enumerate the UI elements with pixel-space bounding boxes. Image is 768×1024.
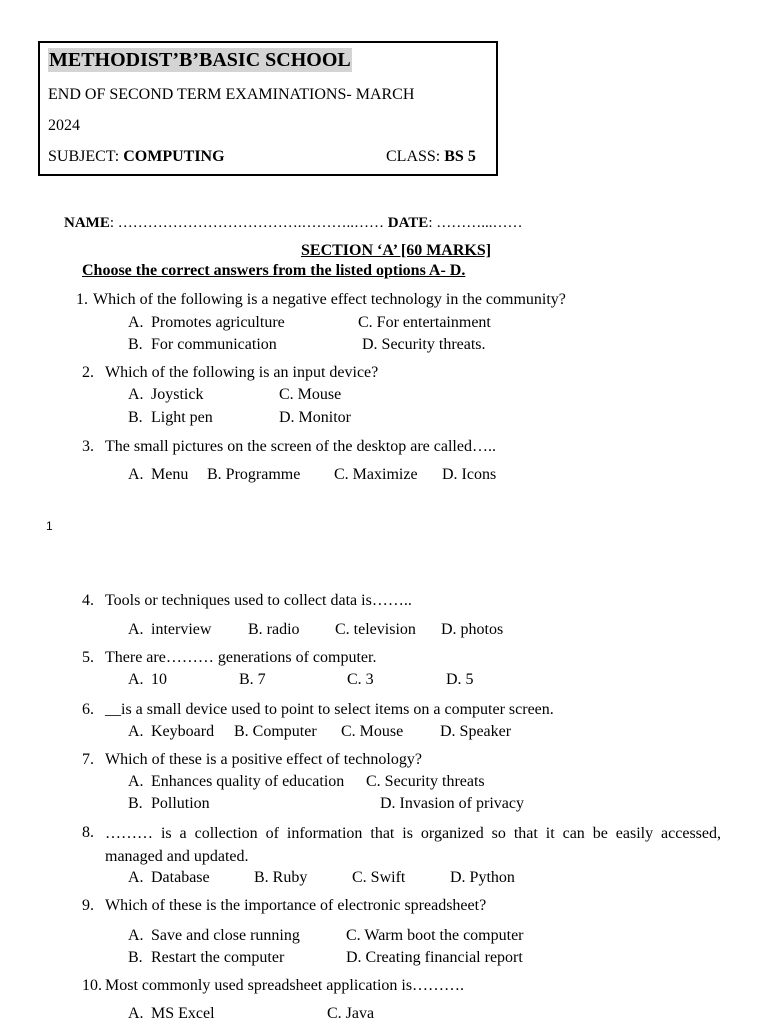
question-number: 2. <box>82 364 94 381</box>
option-letter: A. <box>128 723 144 740</box>
option-text: D. Icons <box>442 466 497 483</box>
name-label: NAME <box>64 215 110 231</box>
option-text: Enhances quality of education <box>151 773 345 790</box>
date-label: DATE <box>387 215 429 231</box>
option-text: Database <box>151 869 210 886</box>
option-text: Joystick <box>151 386 204 403</box>
question-number: 10. <box>82 977 102 994</box>
option-text: D. 5 <box>446 671 474 688</box>
option-letter: A. <box>128 1005 144 1022</box>
question-number: 1. <box>76 291 88 308</box>
option-text: D. photos <box>441 621 504 638</box>
option-letter: A. <box>128 466 144 483</box>
option-text: C. television <box>335 621 416 638</box>
question-text: There are……… generations of computer. <box>105 649 377 666</box>
question-number: 5. <box>82 649 94 666</box>
option-letter: A. <box>128 671 144 688</box>
question-number: 8. <box>82 824 94 841</box>
question-text: The small pictures on the screen of the desktop are called….. <box>105 438 496 455</box>
page-number: 1 <box>46 519 53 533</box>
option-text: B. radio <box>248 621 300 638</box>
option-letter: B. <box>128 336 143 353</box>
option-text: Restart the computer <box>151 949 285 966</box>
option-text: Pollution <box>151 795 210 812</box>
question-number: 6. <box>82 701 94 718</box>
option-text: C. Java <box>327 1005 375 1022</box>
option-letter: A. <box>128 773 144 790</box>
option-letter: A. <box>128 869 144 886</box>
option-text: For communication <box>151 336 277 353</box>
option-letter: A. <box>128 314 144 331</box>
school-name: METHODIST’B’BASIC SCHOOL <box>49 49 351 71</box>
class-value: BS 5 <box>444 148 476 165</box>
question-text: ……… is a collection of information that is organized so that it can be easily accessed, managed and updated. <box>105 825 721 865</box>
option-text: D. Speaker <box>440 723 512 740</box>
option-text: C. Mouse <box>341 723 404 740</box>
option-letter: B. <box>128 795 143 812</box>
option-text: Save and close running <box>151 927 300 944</box>
option-text: C. Security threats <box>366 773 485 790</box>
option-text: interview <box>151 621 212 638</box>
option-letter: B. <box>128 949 143 966</box>
question-text: Tools or techniques used to collect data is…….. <box>105 592 412 609</box>
exam-title-line2: 2024 <box>48 117 80 134</box>
question-number: 9. <box>82 897 94 914</box>
subject-label: SUBJECT: <box>48 148 124 165</box>
option-text: Light pen <box>151 409 213 426</box>
option-text: Keyboard <box>151 723 215 740</box>
option-text: D. Invasion of privacy <box>380 795 524 812</box>
question-number: 3. <box>82 438 94 455</box>
exam-title-line1: END OF SECOND TERM EXAMINATIONS- MARCH <box>48 86 415 103</box>
subject-value: COMPUTING <box>123 148 225 165</box>
question-text: Most commonly used spreadsheet application is………. <box>105 977 465 994</box>
name-blank: : ……………………………….………..…… <box>109 215 384 231</box>
option-text: B. Computer <box>234 723 317 740</box>
option-text: D. Security threats. <box>362 336 486 353</box>
option-text: C. Warm boot the computer <box>346 927 524 944</box>
option-text: C. For entertainment <box>358 314 491 331</box>
option-text: C. Mouse <box>279 386 342 403</box>
option-text: D. Creating financial report <box>346 949 523 966</box>
option-text: C. Maximize <box>334 466 418 483</box>
option-letter: B. <box>128 409 143 426</box>
option-text: C. 3 <box>347 671 374 688</box>
section-instruction: Choose the correct answers from the listed options A- D. <box>82 262 466 279</box>
name-date-line <box>64 213 522 233</box>
class-line <box>386 146 476 168</box>
option-text: 10 <box>151 671 167 688</box>
question-text: Which of these is the importance of electronic spreadsheet? <box>105 897 487 914</box>
option-text: C. Swift <box>352 869 406 886</box>
class-label: CLASS: <box>386 148 445 165</box>
date-blank: : ………...…… <box>428 215 523 231</box>
question-text: Which of the following is a negative effect technology in the community? <box>93 291 566 308</box>
subject-line <box>48 146 225 168</box>
option-text: B. Ruby <box>254 869 308 886</box>
question-text: __is a small device used to point to select items on a computer screen. <box>105 701 554 718</box>
question-number: 7. <box>82 751 94 768</box>
question-text: Which of these is a positive effect of technology? <box>105 751 422 768</box>
option-text: Menu <box>151 466 189 483</box>
option-text: Promotes agriculture <box>151 314 285 331</box>
option-text: MS Excel <box>151 1005 215 1022</box>
option-letter: A. <box>128 621 144 638</box>
option-text: D. Python <box>450 869 515 886</box>
question-number: 4. <box>82 592 94 609</box>
option-text: D. Monitor <box>279 409 351 426</box>
option-letter: A. <box>128 927 144 944</box>
option-letter: A. <box>128 386 144 403</box>
question-text: Which of the following is an input device? <box>105 364 379 381</box>
option-text: B. 7 <box>239 671 266 688</box>
section-title: SECTION ‘A’ [60 MARKS] <box>301 242 492 259</box>
option-text: B. Programme <box>207 466 301 483</box>
